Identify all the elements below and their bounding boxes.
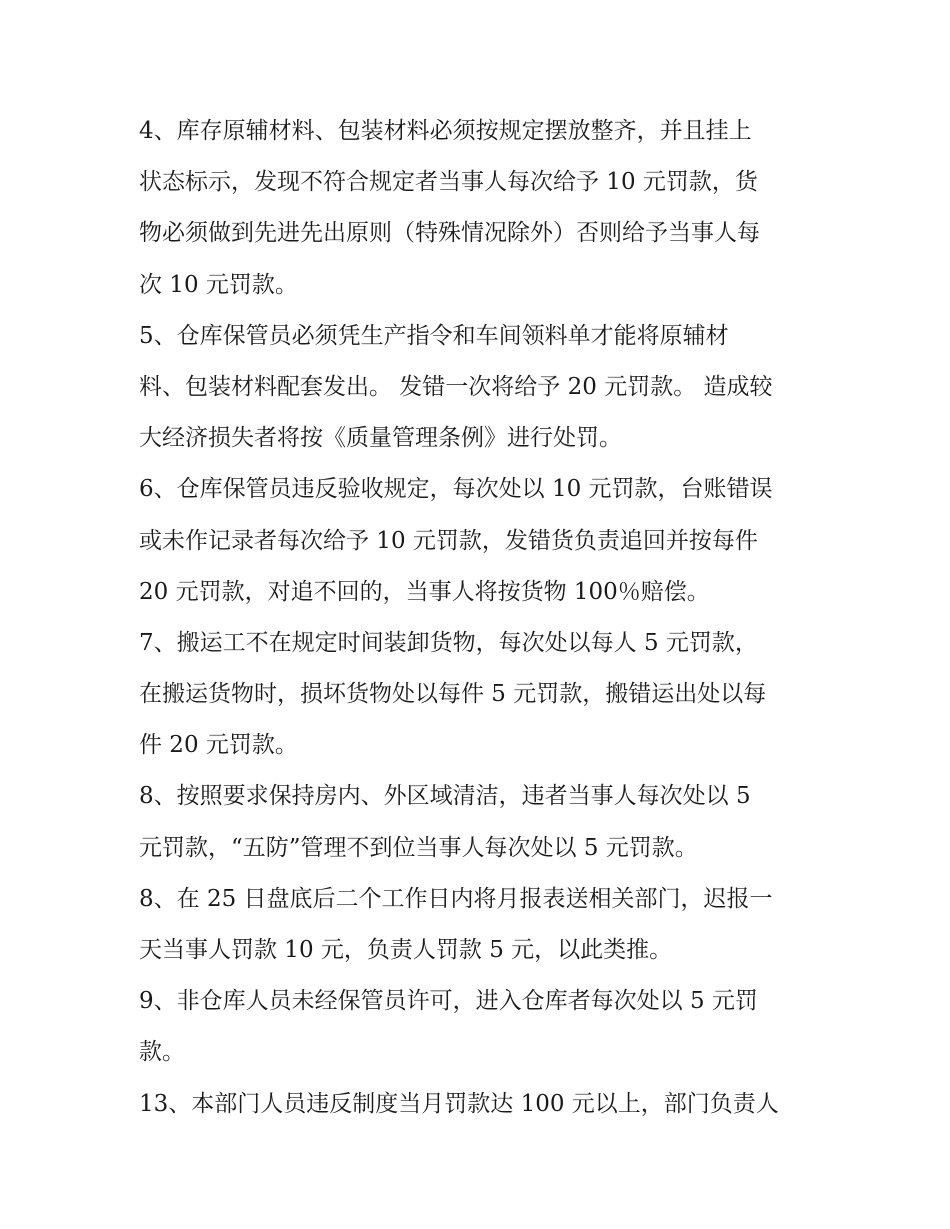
- text-line: 大经济损失者将按《质量管理条例》进行处罚。: [139, 425, 622, 452]
- text-line: 20 元罚款，对追不回的，当事人将按货物 100％赔偿。: [139, 578, 710, 605]
- text-line: 8、按照要求保持房内、外区域清洁，违者当事人每次处以 5: [139, 783, 751, 810]
- text-line: 料、包装材料配套发出。 发错一次将给予 20 元罚款。 造成较: [139, 373, 773, 400]
- text-line: 8、在 25 日盘底后二个工作日内将月报表送相关部门，迟报一: [139, 885, 773, 912]
- text-line: 或未作记录者每次给予 10 元罚款，发错货负责追回并按每件: [139, 527, 758, 554]
- rule-paragraph-9: [139, 976, 819, 1078]
- rule-paragraph-13: [139, 1079, 819, 1130]
- rule-paragraph-6: [139, 464, 819, 618]
- text-line: 元罚款，“五防”管理不到位当事人每次处以 5 元罚款。: [139, 834, 698, 861]
- text-line: 6、仓库保管员违反验收规定，每次处以 10 元罚款，台账错误: [139, 476, 773, 503]
- text-line: 件 20 元罚款。: [139, 732, 298, 759]
- text-line: 9、非仓库人员未经保管员许可，进入仓库者每次处以 5 元罚: [139, 988, 758, 1015]
- text-line: 状态标示，发现不符合规定者当事人每次给予 10 元罚款，货: [139, 169, 758, 196]
- text-line: 款。: [139, 1039, 185, 1066]
- text-line: 在搬运货物时，损坏货物处以每件 5 元罚款，搬错运出处以每: [139, 681, 767, 708]
- text-line: 13、本部门人员违反制度当月罚款达 100 元以上，部门负责人: [139, 1090, 779, 1117]
- text-line: 次 10 元罚款。: [139, 271, 298, 298]
- text-line: 物必须做到先进先出原则（特殊情况除外）否则给予当事人每: [139, 220, 760, 247]
- document-body: [139, 106, 819, 1130]
- rule-paragraph-8a: [139, 771, 819, 873]
- text-line: 4、库存原辅材料、包装材料必须按规定摆放整齐，并且挂上: [139, 118, 752, 144]
- text-line: 5、仓库保管员必须凭生产指令和车间领料单才能将原辅材: [139, 322, 729, 349]
- rule-paragraph-5: [139, 311, 819, 465]
- text-line: 天当事人罚款 10 元，负责人罚款 5 元，以此类推。: [139, 937, 673, 963]
- rule-paragraph-8b: [139, 874, 819, 976]
- rule-paragraph-7: [139, 618, 819, 772]
- text-line: 7、搬运工不在规定时间装卸货物，每次处以每人 5 元罚款，: [139, 629, 758, 656]
- rule-paragraph-4: [139, 106, 819, 311]
